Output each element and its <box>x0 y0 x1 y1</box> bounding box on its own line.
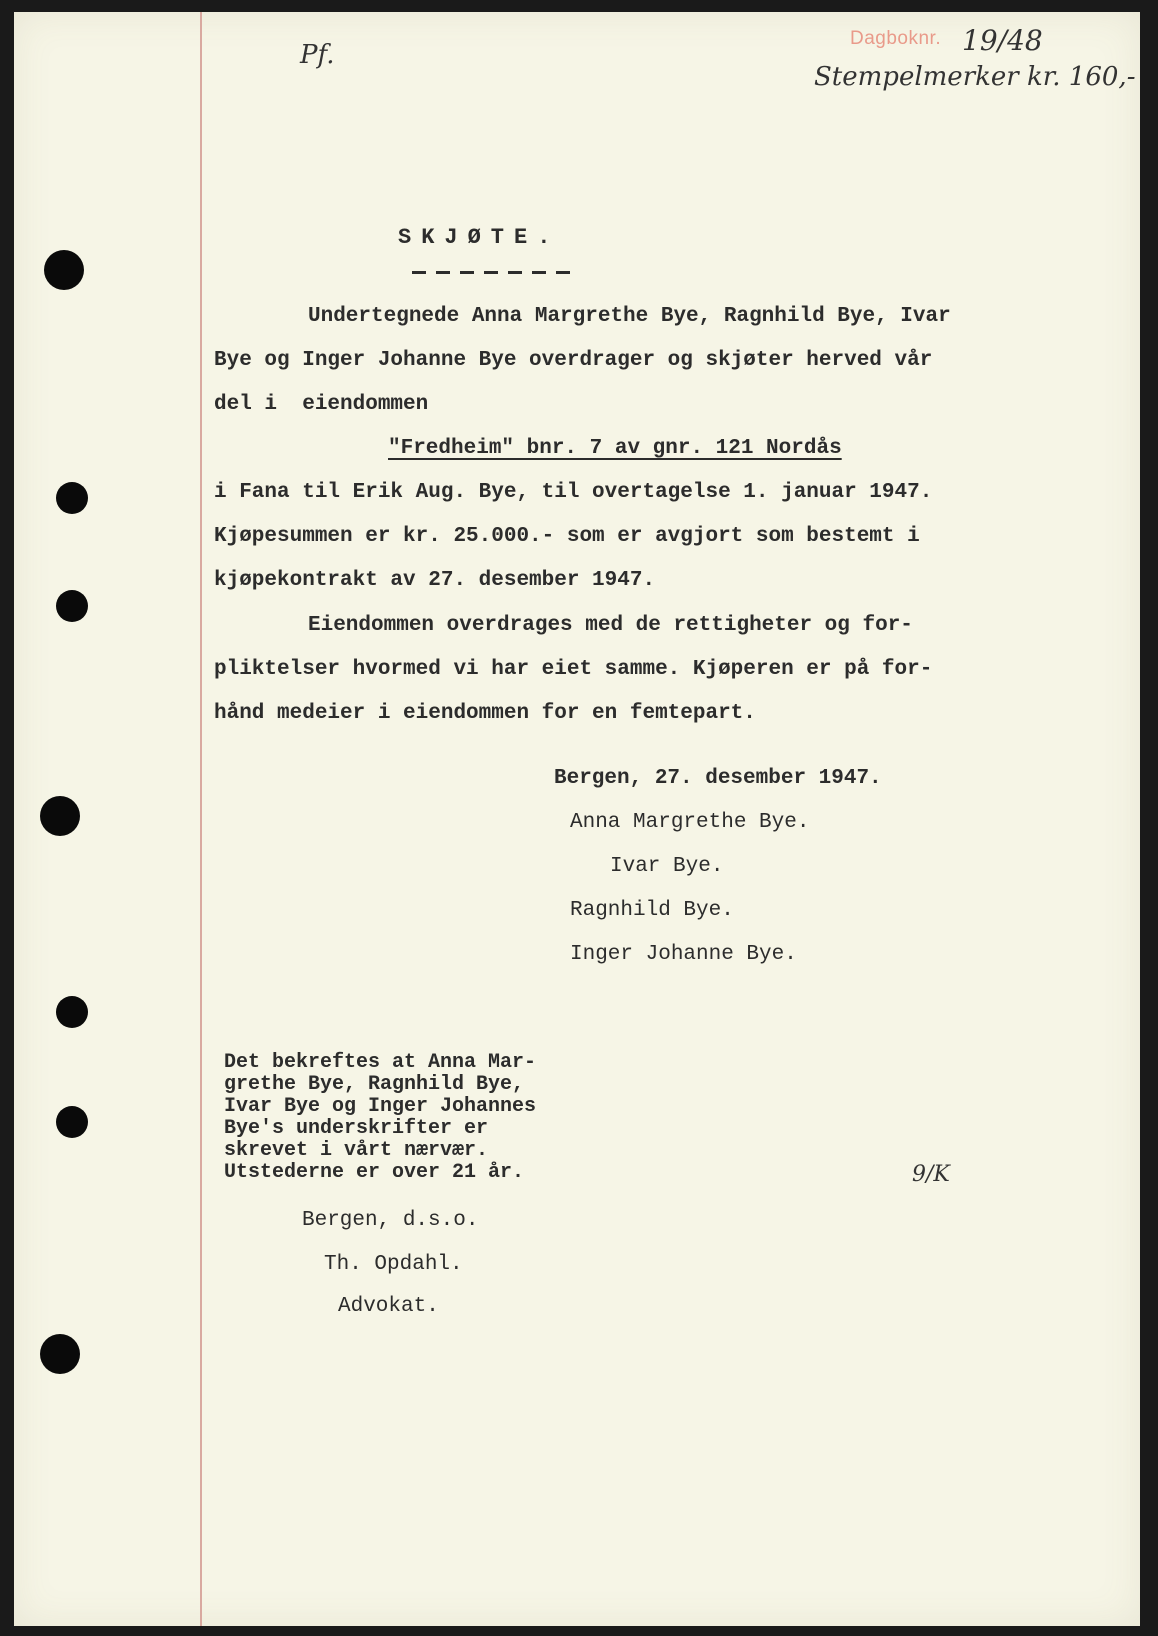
certification-line: Ivar Bye og Inger Johannes <box>224 1095 537 1118</box>
body-line: kjøpekontrakt av 27. desember 1947. <box>214 569 656 592</box>
body-line: Kjøpesummen er kr. 25.000.- som er avgjort som bestemt i <box>214 525 920 548</box>
journal-stamp-label: Dagboknr. <box>850 28 942 49</box>
body-line: i Fana til Erik Aug. Bye, til overtagelse 1. januar 1947. <box>214 481 933 504</box>
punch-hole <box>44 250 84 290</box>
signatory: Anna Margrethe Bye. <box>570 811 810 834</box>
right-initials: 9/K <box>912 1162 950 1187</box>
punch-hole <box>56 482 88 514</box>
stamp-fee-note: Stempelmerker kr. 160,- <box>814 62 1136 92</box>
journal-number: 19/48 <box>962 24 1043 57</box>
top-initials: Pf. <box>300 40 335 70</box>
certification-line: Bye's underskrifter er <box>224 1117 489 1140</box>
document-page <box>14 12 1140 1626</box>
punch-hole <box>56 1106 88 1138</box>
certification-line: Utstederne er over 21 år. <box>224 1161 525 1184</box>
cert-role: Advokat. <box>338 1295 439 1318</box>
signatory: Ivar Bye. <box>610 855 724 878</box>
property-line: "Fredheim" bnr. 7 av gnr. 121 Nordås <box>388 437 842 460</box>
place-date: Bergen, 27. desember 1947. <box>554 767 882 790</box>
certification-line: Det bekreftes at Anna Mar- <box>224 1051 537 1074</box>
signatory: Ragnhild Bye. <box>570 899 734 922</box>
certification-line: skrevet i vårt nærvær. <box>224 1139 489 1162</box>
body-line: del i eiendommen <box>214 393 429 416</box>
title-underline-dashes <box>412 261 580 279</box>
body-line: hånd medeier i eiendommen for en femtepart. <box>214 702 756 725</box>
margin-rule <box>200 12 202 1626</box>
document-title: SKJØTE. <box>398 225 561 250</box>
body-line: pliktelser hvormed vi har eiet samme. Kjøperen er på for- <box>214 658 933 681</box>
body-line: Undertegnede Anna Margrethe Bye, Ragnhild Bye, Ivar <box>308 305 951 328</box>
certification-line: grethe Bye, Ragnhild Bye, <box>224 1073 525 1096</box>
body-line: Eiendommen overdrages med de rettigheter og for- <box>308 614 913 637</box>
punch-hole <box>40 796 80 836</box>
cert-signer: Th. Opdahl. <box>324 1253 463 1276</box>
punch-hole <box>56 996 88 1028</box>
punch-hole <box>56 590 88 622</box>
punch-hole <box>40 1334 80 1374</box>
signatory: Inger Johanne Bye. <box>570 943 797 966</box>
body-line: Bye og Inger Johanne Bye overdrager og skjøter herved vår <box>214 349 933 372</box>
cert-place: Bergen, d.s.o. <box>302 1209 479 1232</box>
